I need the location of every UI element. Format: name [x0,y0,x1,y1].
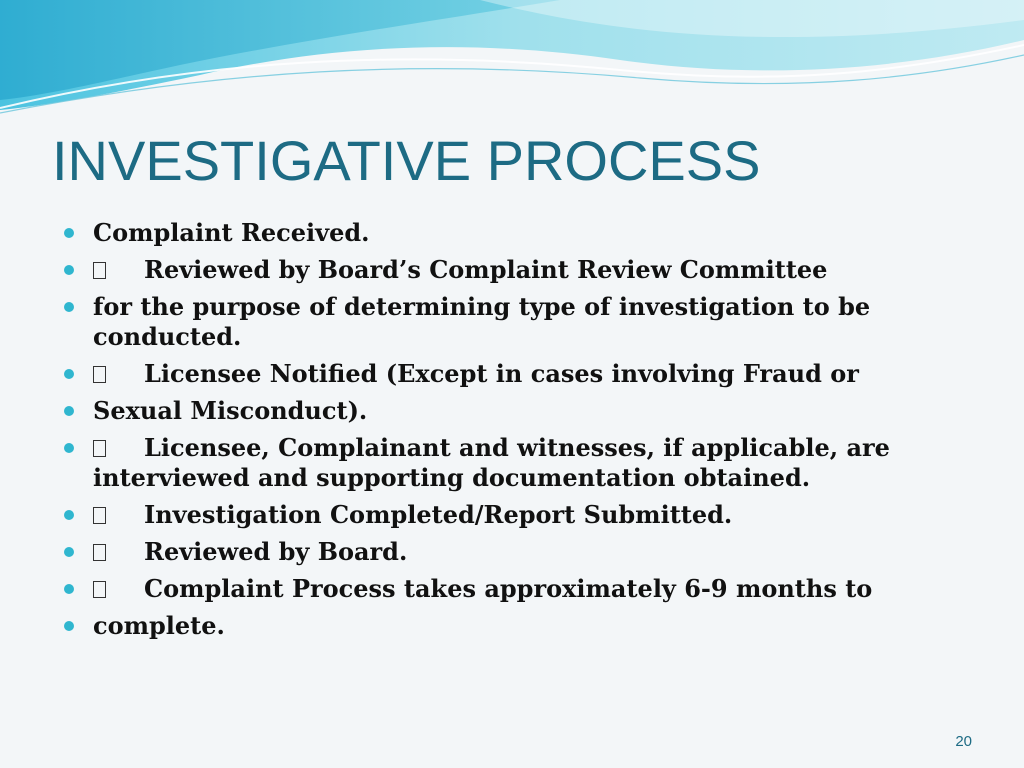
bullet-item-purpose [64,292,984,352]
bullet-text: complete. [93,611,225,640]
bullet-item-complaint-received [64,218,984,248]
missing-glyph-box-icon [93,507,106,524]
bullet-item-reviewed-by-committee [64,255,984,285]
bullet-item-licensee-notified [64,359,984,389]
bullet-dot-icon [64,406,74,416]
bullet-item-process-duration [64,574,984,604]
bullet-dot-icon [64,621,74,631]
bullet-text: Reviewed by Board. [144,537,408,566]
bullet-item-interviews [64,433,984,493]
missing-glyph-box-icon [93,581,106,598]
slide-title: INVESTIGATIVE PROCESS [52,129,761,192]
bullet-text: Complaint Process takes approximately 6-9 months to [144,574,873,603]
bullet-dot-icon [64,584,74,594]
page-number: 20 [955,733,972,750]
bullet-item-reviewed-by-board [64,537,984,567]
bullet-dot-icon [64,228,74,238]
bullet-dot-icon [64,369,74,379]
bullet-text: Sexual Misconduct). [93,396,368,425]
bullet-text: for the purpose of determining type of investigation to be conducted. [93,292,871,351]
bullet-item-complete [64,611,984,641]
bullet-dot-icon [64,265,74,275]
missing-glyph-box-icon [93,366,106,383]
bullet-dot-icon [64,443,74,453]
bullet-text: Licensee Notified (Except in cases involving Fraud or [144,359,859,388]
bullet-text: Reviewed by Board’s Complaint Review Committee [144,255,828,284]
missing-glyph-box-icon [93,440,106,457]
bullet-dot-icon [64,547,74,557]
bullet-item-sexual-misconduct [64,396,984,426]
bullet-text: Licensee, Complainant and witnesses, if applicable, are interviewed and supporting documentation obtained. [93,433,890,492]
bullet-list [64,218,984,648]
bullet-text: Investigation Completed/Report Submitted. [144,500,733,529]
header-wave-decoration [0,0,1024,130]
missing-glyph-box-icon [93,262,106,279]
bullet-dot-icon [64,302,74,312]
bullet-item-investigation-completed [64,500,984,530]
missing-glyph-box-icon [93,544,106,561]
bullet-dot-icon [64,510,74,520]
bullet-text: Complaint Received. [93,218,370,247]
